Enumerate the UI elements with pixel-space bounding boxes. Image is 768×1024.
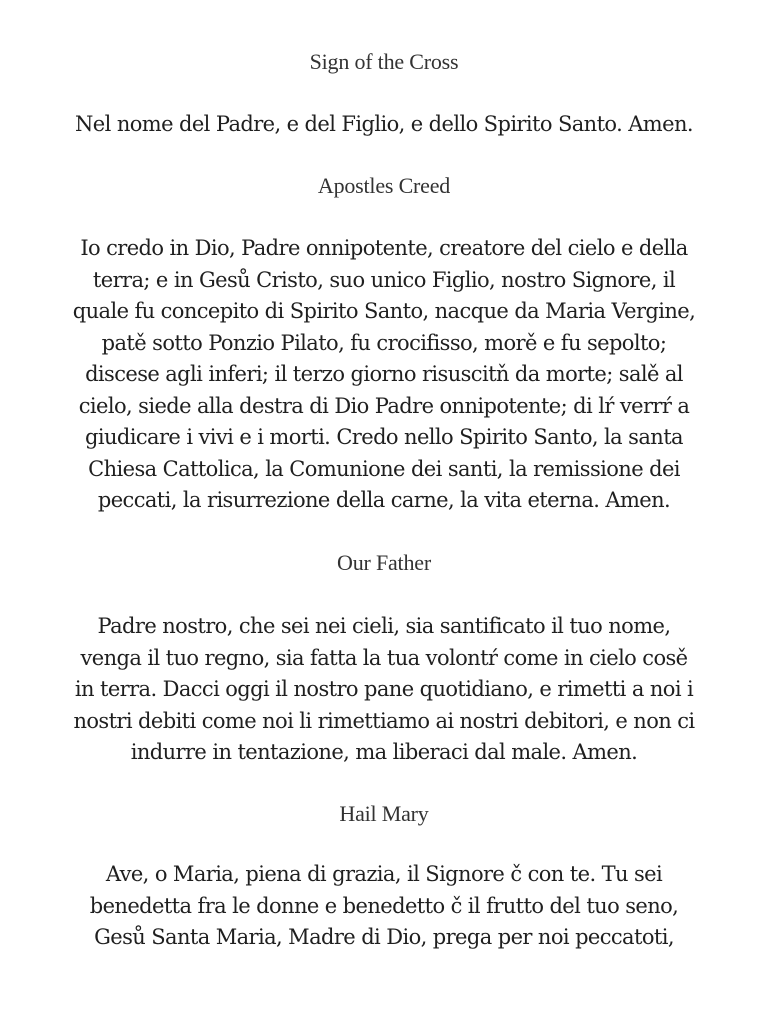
text-line: cielo, siede alla destra di Dio Padre onnipotente; di lŕ verrŕ a [78, 393, 690, 418]
section-text-apostles-creed [40, 233, 728, 517]
section-text-hail-mary [40, 859, 728, 954]
section-heading-sign-of-the-cross: Sign of the Cross [309, 49, 459, 74]
text-line: Gesů Santa Maria, Madre di Dio, prega per noi peccatoti, [94, 925, 674, 949]
section-text-our-father [40, 611, 728, 769]
text-line: Chiesa Cattolica, la Comunione dei santi, la remissione dei [88, 456, 680, 481]
section-heading-apostles-creed: Apostles Creed [317, 173, 451, 198]
text-line: venga il tuo regno, sia fatta la tua volontŕ come in cielo cosě [80, 645, 688, 670]
text-line: discese agli inferi; il terzo giorno risuscitň da morte; salě al [85, 362, 683, 386]
text-line: Ave, o Maria, piena di grazia, il Signore č con te. Tu sei [105, 862, 663, 886]
text-line: patě sotto Ponzio Pilato, fu crocifisso, morě e fu sepolto; [101, 330, 667, 355]
section-heading-our-father: Our Father [337, 550, 431, 575]
text-line: terra; e in Gesů Cristo, suo unico Figlio, nostro Signore, il [92, 267, 676, 292]
text-line: peccati, la risurrezione della carne, la vita eterna. Amen. [97, 488, 671, 512]
text-line: benedetta fra le donne e benedetto č il frutto del tuo seno, [89, 893, 679, 918]
text-line: indurre in tentazione, ma liberaci dal male. Amen. [130, 740, 638, 764]
text-line: giudicare i vivi e i morti. Credo nello Spirito Santo, la santa [85, 425, 683, 449]
text-line: nostri debiti come noi li rimettiamo ai nostri debitori, e non ci [73, 708, 695, 733]
text-line: quale fu concepito di Spirito Santo, nacque da Maria Vergine, [72, 299, 696, 323]
section-text-sign-of-the-cross [40, 109, 728, 141]
text-line: Nel nome del Padre, e del Figlio, e dello Spirito Santo. Amen. [75, 112, 693, 136]
text-line: in terra. Dacci oggi il nostro pane quotidiano, e rimetti a noi i [74, 677, 694, 701]
text-line: Io credo in Dio, Padre onnipotente, creatore del cielo e della [80, 236, 688, 260]
section-heading-hail-mary: Hail Mary [339, 801, 429, 826]
text-line: Padre nostro, che sei nei cieli, sia santificato il tuo nome, [97, 614, 671, 638]
